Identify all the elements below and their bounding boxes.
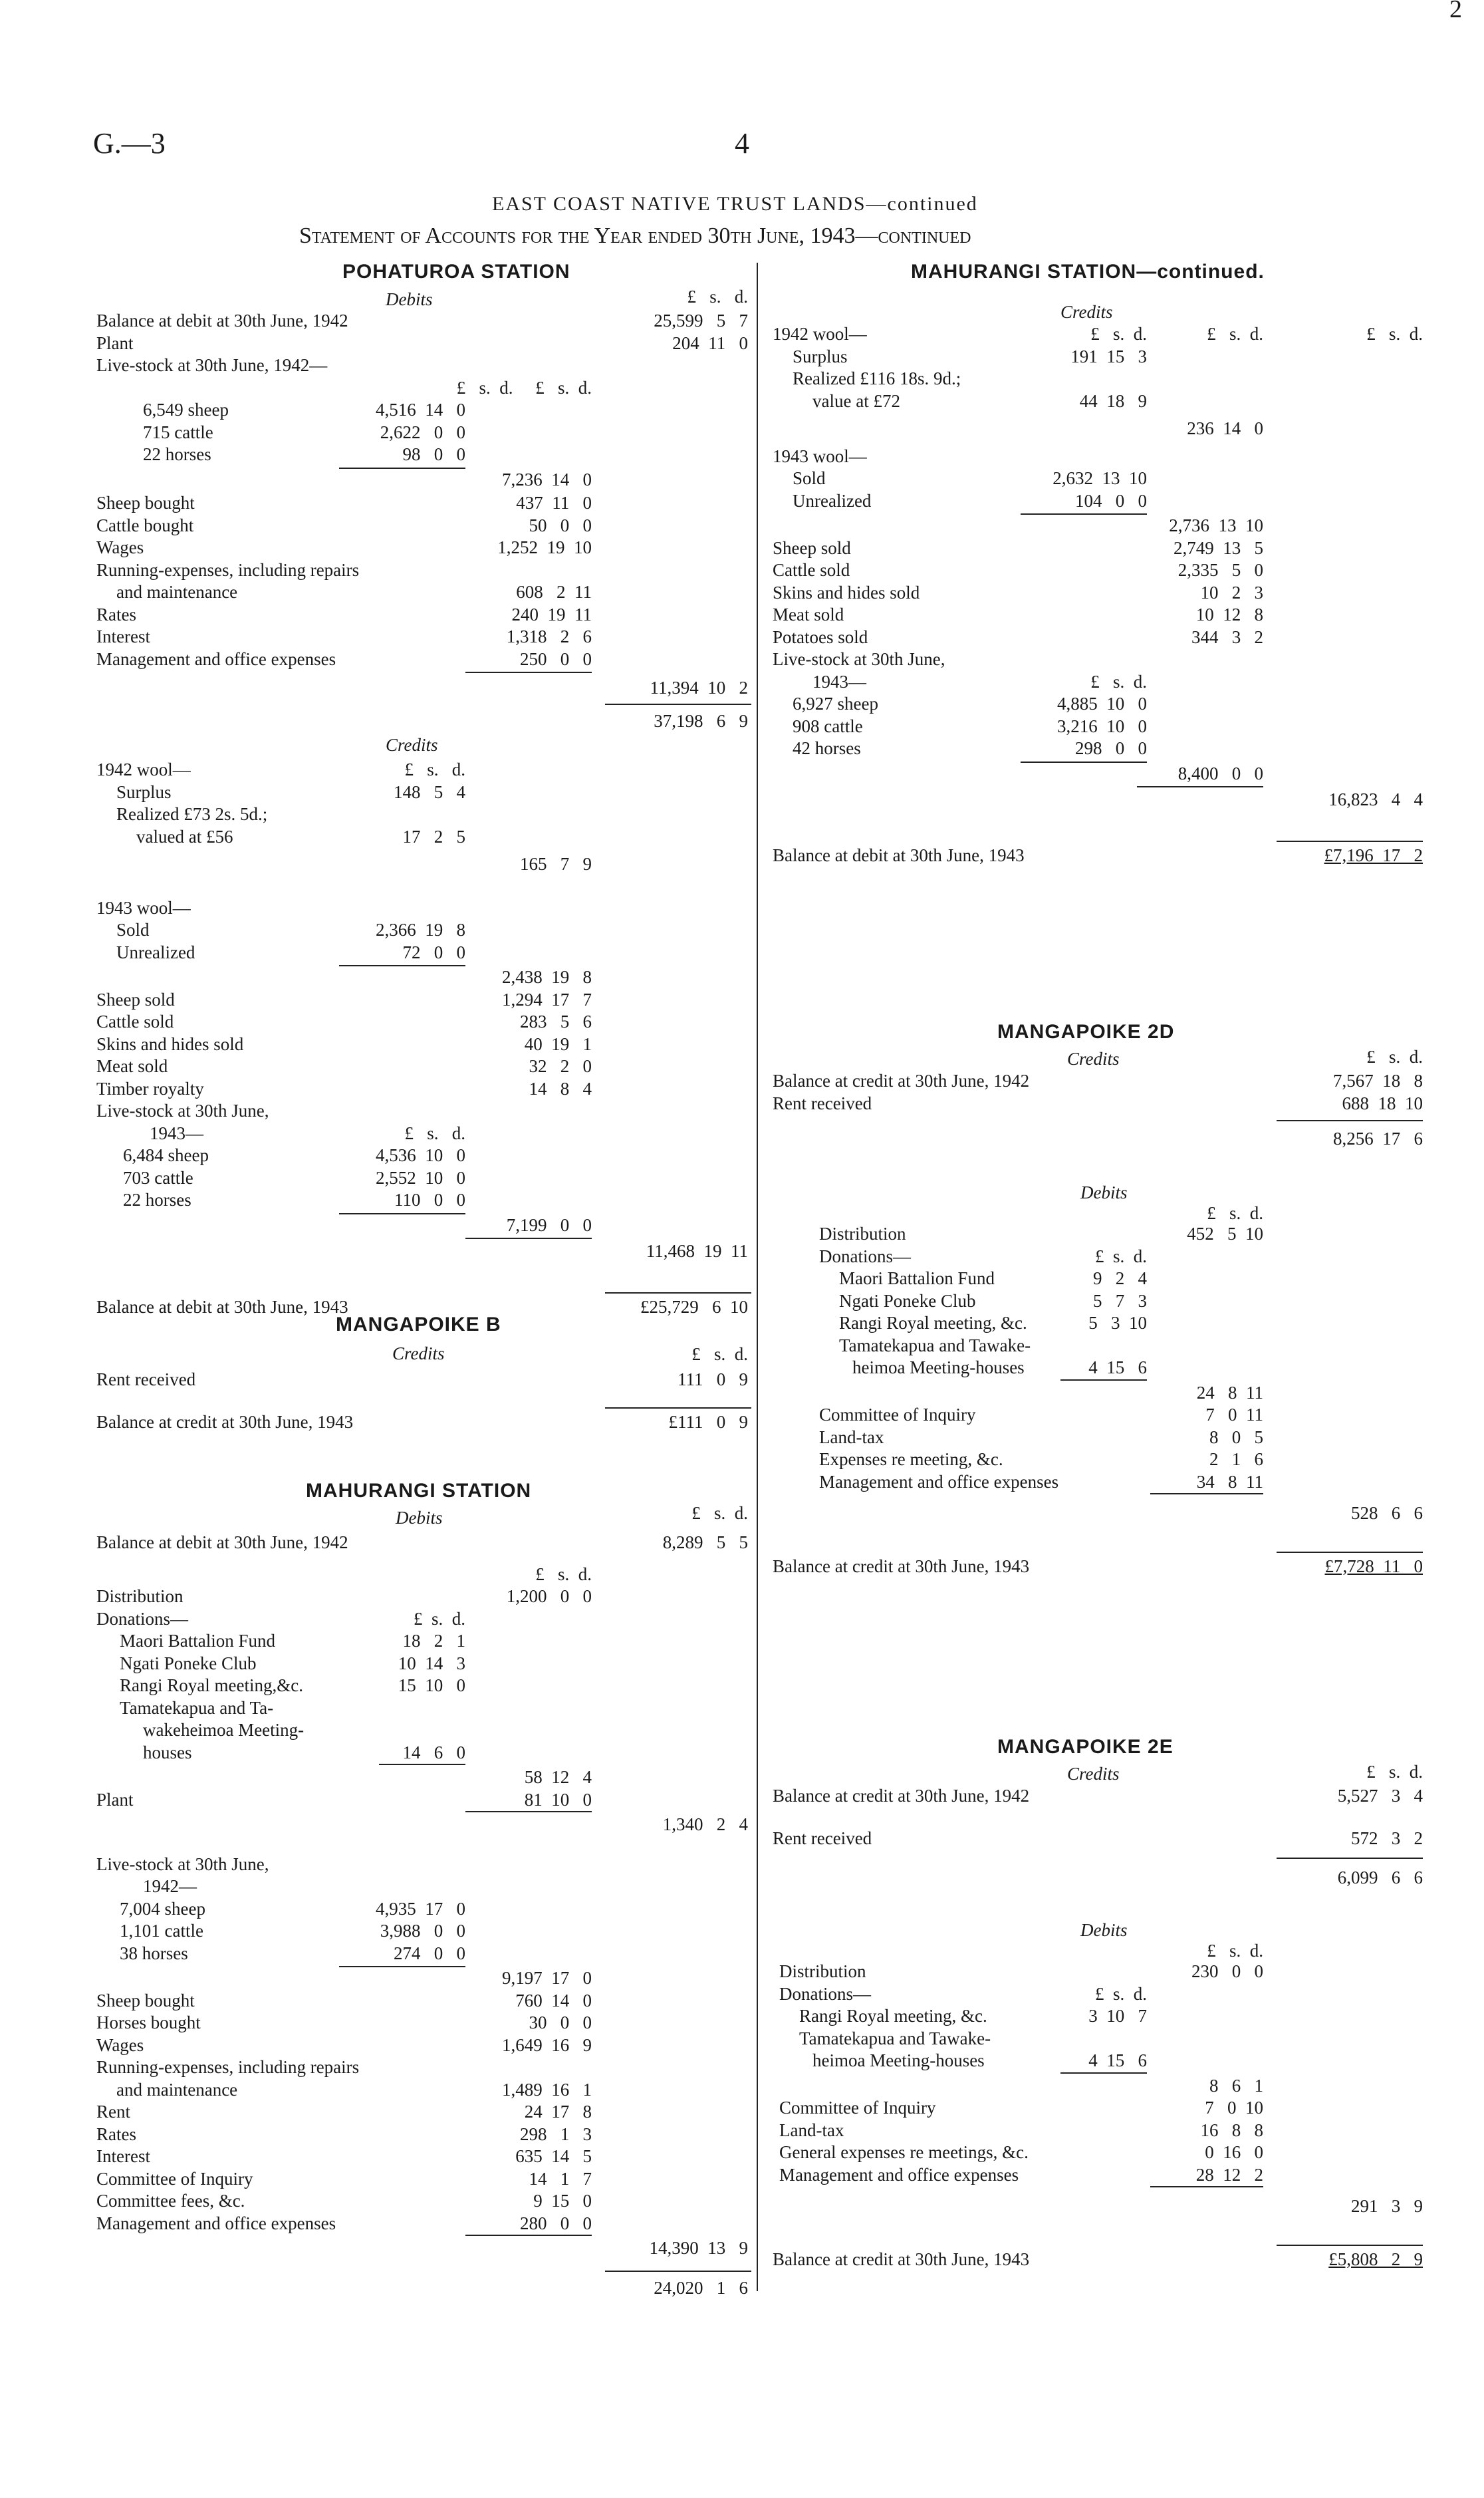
total-rule bbox=[1277, 1858, 1423, 1859]
credit-item-label: Potatoes sold bbox=[773, 626, 868, 647]
debits-label: Debits bbox=[386, 289, 433, 309]
expense-value: 24 17 8 bbox=[524, 2102, 592, 2122]
livestock-total: 8,400 0 0 bbox=[1177, 763, 1263, 783]
realized-label: Realized £73 2s. 5d.; bbox=[116, 804, 268, 824]
expense-value: 250 0 0 bbox=[520, 648, 592, 669]
column-header: £ s. d. bbox=[1207, 324, 1263, 344]
balance-value: 25,599 5 7 bbox=[654, 311, 748, 331]
wool-1942-total: 236 14 0 bbox=[1187, 418, 1263, 438]
expense-label: Land-tax bbox=[819, 1427, 884, 1447]
credits-label: Credits bbox=[1067, 1049, 1120, 1069]
livestock-item-label: 22 horses bbox=[123, 1190, 191, 1210]
debit-subtotal: 14,390 13 9 bbox=[649, 2238, 748, 2258]
credit-total: 16,823 4 4 bbox=[1328, 789, 1423, 809]
livestock-item-value: 2,622 0 0 bbox=[380, 422, 465, 442]
closing-balance-label: Balance at credit at 30th June, 1943 bbox=[773, 2249, 1030, 2269]
rent-value: 111 0 9 bbox=[678, 1369, 748, 1389]
subtotal-rule bbox=[339, 1966, 465, 1967]
subtotal-rule bbox=[379, 1764, 465, 1765]
credit-item-label: Sheep sold bbox=[773, 537, 851, 558]
livestock-item-label: 7,004 sheep bbox=[120, 1898, 205, 1919]
expense-value: 16 8 8 bbox=[1200, 2120, 1263, 2140]
document-title: EAST COAST NATIVE TRUST LANDS—continued bbox=[492, 193, 978, 215]
debit-total: 37,198 6 9 bbox=[654, 711, 748, 731]
livestock-1943-label: Live-stock at 30th June, bbox=[96, 1101, 269, 1121]
livestock-item-value: 4,536 10 0 bbox=[376, 1145, 465, 1165]
debits-label: Debits bbox=[1080, 1182, 1128, 1202]
balance-value: 7,567 18 8 bbox=[1333, 1071, 1423, 1091]
donation-label: wakeheimoa Meeting- bbox=[143, 1720, 305, 1740]
credit-total: 8,256 17 6 bbox=[1333, 1129, 1423, 1149]
livestock-item-value: 3,216 10 0 bbox=[1057, 716, 1147, 736]
credit-item-label: Meat sold bbox=[773, 605, 844, 624]
debits-label: Debits bbox=[396, 1508, 443, 1528]
subtotal-rule bbox=[1060, 2072, 1147, 2074]
expense-label: Sheep bought bbox=[96, 1990, 195, 2011]
expense-label: General expenses re meetings, &c. bbox=[779, 2142, 1029, 2162]
expense-value: 1,489 16 1 bbox=[502, 2079, 592, 2100]
credit-item-value: 32 2 0 bbox=[529, 1056, 592, 1076]
livestock-item-label: 6,927 sheep bbox=[793, 694, 878, 714]
livestock-item-label: 908 cattle bbox=[793, 716, 863, 736]
column-header: £ s. d. bbox=[535, 1564, 592, 1584]
sold-label: Sold bbox=[116, 920, 150, 940]
donation-value: 4 15 6 bbox=[1088, 2050, 1147, 2070]
closing-balance: £5,808 2 9 bbox=[1328, 2249, 1423, 2269]
column-header: £ s. d. bbox=[691, 1344, 748, 1364]
total-rule bbox=[605, 704, 751, 705]
section-heading: MANGAPOIKE 2E bbox=[997, 1736, 1174, 1758]
column-header: £ s. d. bbox=[404, 1123, 465, 1143]
credits-label: Credits bbox=[1067, 1764, 1120, 1784]
column-divider bbox=[757, 263, 758, 2291]
livestock-label: Live-stock at 30th June, 1942— bbox=[96, 355, 328, 375]
livestock-column-header: £ s. d. £ s. d. bbox=[456, 377, 592, 398]
realized-label: Realized £116 18s. 9d.; bbox=[793, 368, 961, 388]
debits-label: Debits bbox=[1080, 1919, 1128, 1940]
expense-label: and maintenance bbox=[116, 2079, 238, 2100]
subtotal-value: 1,340 2 4 bbox=[662, 1814, 748, 1834]
distribution-label: Distribution bbox=[96, 1586, 184, 1606]
rent-value: 572 3 2 bbox=[1351, 1828, 1423, 1848]
expense-value: 437 11 0 bbox=[516, 493, 592, 513]
surplus-label: Surplus bbox=[793, 346, 848, 366]
credit-item-label: Skins and hides sold bbox=[96, 1034, 244, 1054]
column-header: £ s. d. bbox=[1366, 324, 1423, 344]
credit-item-value: 2,335 5 0 bbox=[1177, 560, 1263, 580]
closing-balance-label: Balance at credit at 30th June, 1943 bbox=[96, 1411, 354, 1432]
column-header: £ s. d. bbox=[1094, 1246, 1147, 1266]
subtotal-rule bbox=[465, 2235, 592, 2236]
distribution-label: Distribution bbox=[779, 1961, 866, 1981]
subtotal-rule bbox=[1021, 762, 1147, 763]
expense-label: and maintenance bbox=[116, 582, 238, 602]
plant-value: 204 11 0 bbox=[672, 333, 748, 353]
donation-label: Ngati Poneke Club bbox=[120, 1653, 257, 1673]
expense-value: 240 19 11 bbox=[511, 604, 592, 624]
expense-value: 0 16 0 bbox=[1205, 2142, 1263, 2162]
donation-value: 15 10 0 bbox=[398, 1675, 465, 1695]
column-header: £ s. d. bbox=[1366, 1047, 1423, 1067]
expense-value: 8 0 5 bbox=[1209, 1427, 1263, 1447]
wool-1942-label: 1942 wool— bbox=[96, 760, 191, 779]
subtotal-rule bbox=[465, 672, 592, 673]
column-header: £ s. d. bbox=[1090, 671, 1147, 692]
distribution-label: Distribution bbox=[819, 1224, 906, 1244]
debit-subtotal: 11,394 10 2 bbox=[650, 678, 748, 698]
donation-label: Rangi Royal meeting, &c. bbox=[839, 1313, 1027, 1333]
credit-total: 6,099 6 6 bbox=[1337, 1868, 1423, 1887]
column-header: £ s. d. bbox=[687, 287, 748, 307]
donation-value: 14 6 0 bbox=[402, 1742, 465, 1762]
page-number: 4 bbox=[735, 127, 749, 160]
distribution-value: 452 5 10 bbox=[1187, 1224, 1263, 1244]
donation-label: Tamatekapua and Ta- bbox=[120, 1697, 274, 1718]
subtotal-rule bbox=[1137, 786, 1263, 787]
section-heading: MAHURANGI STATION—continued. bbox=[911, 261, 1265, 283]
expense-value: 608 2 11 bbox=[516, 582, 592, 602]
wool-1942-label: 1942 wool— bbox=[773, 324, 867, 344]
wool-1942-total: 165 7 9 bbox=[520, 854, 592, 874]
expense-label: Committee of Inquiry bbox=[779, 2098, 936, 2118]
subtotal-rule bbox=[1021, 513, 1147, 515]
credit-item-value: 14 8 4 bbox=[529, 1078, 592, 1099]
total-rule bbox=[1277, 841, 1423, 842]
section-heading: MAHURANGI STATION bbox=[306, 1480, 532, 1502]
expense-label: Sheep bought bbox=[96, 493, 195, 513]
surplus-label: Surplus bbox=[116, 781, 172, 802]
donation-label: heimoa Meeting-houses bbox=[812, 2050, 985, 2070]
closing-balance: £7,196 17 2 bbox=[1324, 845, 1423, 865]
wool-1943-total: 2,438 19 8 bbox=[502, 967, 592, 987]
unrealized-label: Unrealized bbox=[793, 490, 872, 511]
credit-item-label: Cattle sold bbox=[773, 560, 850, 580]
donation-label: Tamatekapua and Tawake- bbox=[799, 2028, 991, 2048]
livestock-item-value: 274 0 0 bbox=[394, 1943, 465, 1963]
expense-value: 30 0 0 bbox=[529, 2012, 592, 2032]
expense-value: 2 1 6 bbox=[1209, 1449, 1263, 1469]
expense-value: 1,318 2 6 bbox=[506, 626, 592, 646]
expense-value: 9 15 0 bbox=[533, 2191, 592, 2211]
donation-value: 10 14 3 bbox=[398, 1653, 465, 1673]
expense-label: Horses bought bbox=[96, 2012, 201, 2032]
balance-value: 5,527 3 4 bbox=[1337, 1786, 1423, 1806]
surplus-value: 191 15 3 bbox=[1070, 346, 1147, 366]
debit-total: 291 3 9 bbox=[1351, 2196, 1423, 2216]
rent-label: Rent received bbox=[96, 1369, 196, 1389]
balance-value: 8,289 5 5 bbox=[662, 1532, 748, 1552]
document-subtitle: Statement of Accounts for the Year ended 30th June, 1943—continued bbox=[299, 223, 971, 248]
donations-total: 24 8 11 bbox=[1196, 1382, 1263, 1403]
corner-mark: 2 bbox=[1449, 0, 1462, 23]
donation-value: 3 10 7 bbox=[1088, 2006, 1147, 2026]
expense-label: Land-tax bbox=[779, 2120, 844, 2140]
closing-balance-label: Balance at credit at 30th June, 1943 bbox=[773, 1556, 1030, 1576]
donation-label: houses bbox=[143, 1742, 192, 1762]
credit-item-label: Sheep sold bbox=[96, 989, 175, 1010]
subtotal-rule bbox=[339, 965, 465, 966]
closing-balance-label: Balance at debit at 30th June, 1943 bbox=[773, 845, 1025, 865]
valued-value: 17 2 5 bbox=[402, 826, 465, 847]
livestock-item-label: 715 cattle bbox=[143, 422, 213, 442]
expense-label: Rates bbox=[96, 2124, 136, 2144]
livestock-item-label: 6,484 sheep bbox=[123, 1145, 209, 1165]
livestock-1943-total: 7,199 0 0 bbox=[506, 1214, 592, 1235]
expense-label: Management and office expenses bbox=[819, 1471, 1059, 1492]
closing-balance-label: Balance at debit at 30th June, 1943 bbox=[96, 1296, 348, 1317]
donation-value: 4 15 6 bbox=[1088, 1357, 1147, 1377]
livestock-item-label: 6,549 sheep bbox=[143, 400, 229, 420]
livestock-item-value: 4,885 10 0 bbox=[1057, 694, 1147, 714]
value-label: value at £72 bbox=[812, 390, 900, 411]
credit-item-label: Timber royalty bbox=[96, 1078, 204, 1099]
expense-label: Committee fees, &c. bbox=[96, 2191, 245, 2211]
rent-label: Rent received bbox=[773, 1828, 872, 1848]
livestock-label: Live-stock at 30th June, bbox=[96, 1854, 269, 1874]
donation-label: Rangi Royal meeting,&c. bbox=[120, 1675, 303, 1695]
livestock-item-value: 4,935 17 0 bbox=[376, 1898, 465, 1919]
expense-value: 7 0 11 bbox=[1205, 1405, 1263, 1425]
closing-balance: £25,729 6 10 bbox=[640, 1296, 748, 1317]
expense-label: Interest bbox=[96, 2146, 150, 2166]
sold-value: 2,632 13 10 bbox=[1052, 468, 1147, 488]
unrealized-label: Unrealized bbox=[116, 942, 195, 962]
section-heading: MANGAPOIKE 2D bbox=[997, 1021, 1175, 1043]
livestock-item-label: 703 cattle bbox=[123, 1167, 193, 1188]
expense-label: Interest bbox=[96, 626, 150, 646]
credit-total: 11,468 19 11 bbox=[646, 1241, 748, 1261]
donations-label: Donations— bbox=[96, 1608, 188, 1629]
donation-value: 5 3 10 bbox=[1088, 1313, 1147, 1333]
column-header: £ s. d. bbox=[691, 1503, 748, 1523]
expense-label: Running-expenses, including repairs bbox=[96, 2057, 360, 2077]
livestock-item-value: 298 0 0 bbox=[1075, 738, 1147, 758]
column-header: £ s. d. bbox=[1207, 1202, 1263, 1223]
debit-total: 528 6 6 bbox=[1351, 1503, 1423, 1523]
unrealized-value: 72 0 0 bbox=[402, 942, 465, 962]
closing-balance: £111 0 9 bbox=[668, 1411, 748, 1432]
column-header: £ s. d. bbox=[1207, 1940, 1263, 1961]
expense-label: Expenses re meeting, &c. bbox=[819, 1449, 1003, 1469]
donation-value: 18 2 1 bbox=[402, 1631, 465, 1651]
livestock-1943-year: 1943— bbox=[150, 1123, 203, 1143]
donation-label: heimoa Meeting-houses bbox=[852, 1357, 1025, 1377]
livestock-item-label: 1,101 cattle bbox=[120, 1921, 203, 1941]
credit-item-label: Skins and hides sold bbox=[773, 582, 920, 603]
column-header: £ s. d. bbox=[413, 1608, 465, 1629]
distribution-value: 230 0 0 bbox=[1191, 1961, 1263, 1981]
expense-value: 28 12 2 bbox=[1195, 2164, 1263, 2185]
balance-label: Balance at credit at 30th June, 1942 bbox=[773, 1071, 1030, 1091]
livestock-year: 1942— bbox=[143, 1876, 197, 1896]
wool-1943-total: 2,736 13 10 bbox=[1169, 515, 1263, 535]
expense-value: 1,252 19 10 bbox=[497, 537, 592, 557]
expense-label: Cattle bought bbox=[96, 515, 194, 535]
credit-item-label: Cattle sold bbox=[96, 1012, 174, 1032]
credit-item-value: 10 12 8 bbox=[1195, 605, 1263, 624]
total-rule bbox=[605, 1292, 751, 1294]
surplus-value: 148 5 4 bbox=[394, 781, 465, 802]
credit-item-value: 2,749 13 5 bbox=[1174, 537, 1263, 558]
section-heading: POHATUROA STATION bbox=[342, 261, 570, 283]
donation-label: Tamatekapua and Tawake- bbox=[839, 1335, 1031, 1355]
expense-label: Management and office expenses bbox=[96, 648, 336, 669]
total-rule bbox=[1277, 2245, 1423, 2246]
credits-label: Credits bbox=[1060, 302, 1113, 322]
sold-value: 2,366 19 8 bbox=[376, 920, 465, 940]
balance-label: Balance at credit at 30th June, 1942 bbox=[773, 1786, 1030, 1806]
livestock-item-value: 98 0 0 bbox=[402, 444, 465, 464]
subtotal-rule bbox=[465, 1238, 592, 1239]
credits-label: Credits bbox=[392, 1343, 445, 1363]
expense-value: 1,649 16 9 bbox=[502, 2034, 592, 2055]
column-header: £ s. d. bbox=[1366, 1762, 1423, 1782]
expense-value: 7 0 10 bbox=[1205, 2098, 1263, 2118]
expense-label: Wages bbox=[96, 537, 144, 557]
balance-label: Balance at debit at 30th June, 1942 bbox=[96, 1532, 348, 1552]
subtotal-rule bbox=[1150, 1493, 1263, 1494]
livestock-item-label: 22 horses bbox=[143, 444, 211, 464]
plant-value: 81 10 0 bbox=[524, 1789, 592, 1810]
credit-item-value: 283 5 6 bbox=[520, 1012, 592, 1032]
livestock-item-value: 3,988 0 0 bbox=[380, 1921, 465, 1941]
subtotal-rule bbox=[1060, 1379, 1147, 1381]
rent-label: Rent received bbox=[773, 1093, 872, 1113]
donations-label: Donations— bbox=[819, 1246, 911, 1266]
credits-label: Credits bbox=[386, 735, 438, 755]
expense-value: 34 8 11 bbox=[1196, 1471, 1263, 1492]
credit-item-value: 344 3 2 bbox=[1191, 626, 1263, 647]
plant-label: Plant bbox=[96, 333, 134, 353]
credit-item-value: 1,294 17 7 bbox=[502, 989, 592, 1010]
credit-item-label: Meat sold bbox=[96, 1056, 168, 1076]
expense-label: Management and office expenses bbox=[96, 2213, 336, 2233]
subtotal-rule bbox=[339, 1213, 465, 1214]
donation-label: Maori Battalion Fund bbox=[120, 1631, 275, 1651]
donation-label: Rangi Royal meeting, &c. bbox=[799, 2006, 987, 2026]
distribution-value: 1,200 0 0 bbox=[506, 1586, 592, 1606]
livestock-label: Live-stock at 30th June, bbox=[773, 649, 945, 669]
rent-value: 688 18 10 bbox=[1342, 1093, 1423, 1113]
section-heading: MANGAPOIKE B bbox=[336, 1314, 501, 1335]
value-value: 44 18 9 bbox=[1079, 390, 1147, 411]
donation-value: 9 2 4 bbox=[1093, 1268, 1147, 1288]
livestock-item-value: 4,516 14 0 bbox=[376, 400, 465, 420]
expense-label: Wages bbox=[96, 2034, 144, 2055]
expense-label: Management and office expenses bbox=[779, 2164, 1019, 2185]
expense-label: Rent bbox=[96, 2102, 130, 2122]
total-rule bbox=[605, 2271, 751, 2272]
expense-value: 50 0 0 bbox=[529, 515, 592, 535]
livestock-year: 1943— bbox=[812, 671, 866, 692]
donation-value: 5 7 3 bbox=[1093, 1290, 1147, 1311]
expense-label: Committee of Inquiry bbox=[819, 1405, 976, 1425]
livestock-item-value: 2,552 10 0 bbox=[376, 1167, 465, 1188]
livestock-total: 9,197 17 0 bbox=[502, 1968, 592, 1988]
wool-1943-label: 1943 wool— bbox=[96, 897, 191, 918]
column-header: £ s. d. bbox=[1090, 324, 1147, 344]
donations-total: 58 12 4 bbox=[524, 1767, 592, 1787]
column-header: £ s. d. bbox=[1094, 1983, 1147, 2004]
donation-label: Maori Battalion Fund bbox=[839, 1268, 995, 1288]
expense-value: 298 1 3 bbox=[520, 2124, 592, 2144]
livestock-item-value: 110 0 0 bbox=[394, 1190, 465, 1210]
credit-item-value: 40 19 1 bbox=[524, 1034, 592, 1054]
expense-value: 635 14 5 bbox=[515, 2146, 592, 2166]
credit-item-value: 10 2 3 bbox=[1200, 582, 1263, 603]
donations-label: Donations— bbox=[779, 1983, 871, 2004]
livestock-total: 7,236 14 0 bbox=[502, 469, 592, 489]
subtotal-rule bbox=[1150, 2186, 1263, 2187]
valued-label: valued at £56 bbox=[136, 826, 233, 847]
expense-label: Running-expenses, including repairs bbox=[96, 559, 360, 580]
subtotal-rule bbox=[465, 1811, 592, 1812]
donation-label: Ngati Poneke Club bbox=[839, 1290, 976, 1311]
subtotal-rule bbox=[339, 468, 465, 469]
livestock-item-label: 42 horses bbox=[793, 738, 861, 758]
plant-label: Plant bbox=[96, 1789, 134, 1810]
livestock-item-label: 38 horses bbox=[120, 1943, 188, 1963]
donations-total: 8 6 1 bbox=[1209, 2075, 1263, 2096]
total-rule bbox=[1277, 1552, 1423, 1553]
document-reference: G.—3 bbox=[93, 127, 166, 160]
closing-balance: £7,728 11 0 bbox=[1324, 1556, 1423, 1576]
column-header: £ s. d. bbox=[404, 760, 465, 779]
total-rule bbox=[605, 1407, 751, 1409]
expense-value: 280 0 0 bbox=[520, 2213, 592, 2233]
debit-total: 24,020 1 6 bbox=[654, 2277, 748, 2298]
sold-label: Sold bbox=[793, 468, 826, 488]
wool-1943-label: 1943 wool— bbox=[773, 446, 867, 466]
expense-value: 14 1 7 bbox=[529, 2168, 592, 2189]
balance-label: Balance at debit at 30th June, 1942 bbox=[96, 311, 348, 331]
expense-label: Rates bbox=[96, 604, 136, 624]
total-rule bbox=[1277, 1120, 1423, 1121]
expense-value: 760 14 0 bbox=[515, 1990, 592, 2011]
expense-label: Committee of Inquiry bbox=[96, 2168, 253, 2189]
unrealized-value: 104 0 0 bbox=[1075, 490, 1147, 511]
